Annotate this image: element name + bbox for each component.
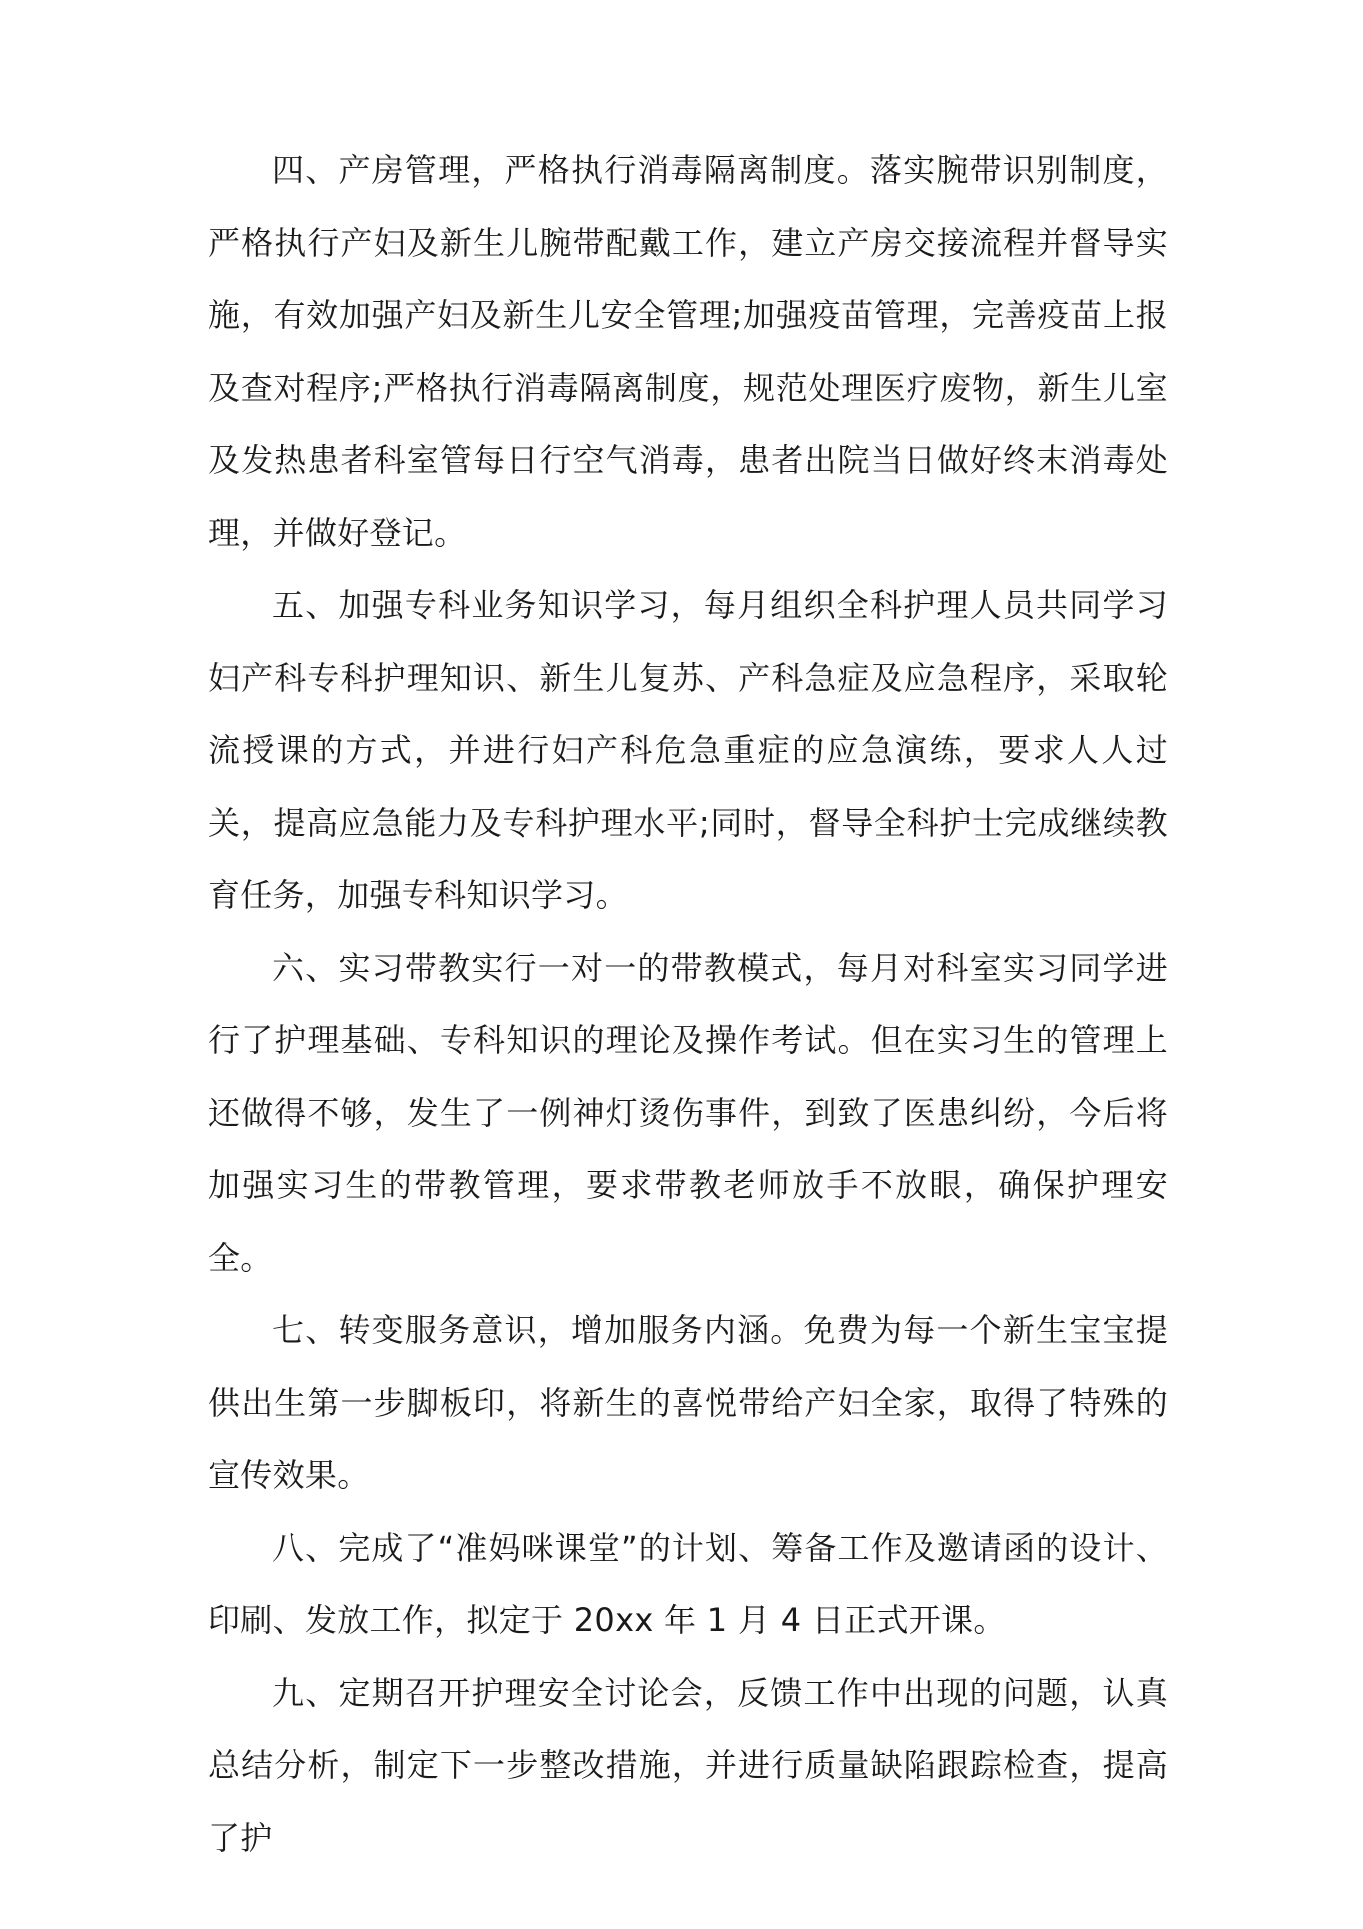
paragraph-4-delivery-room: 四、产房管理，严格执行消毒隔离制度。落实腕带识别制度，严格执行产妇及新生儿腕带配戴工作，建立产房交接流程并督导实施，有效加强产妇及新生儿安全管理;加强疫苗管理，完善疫苗上报及查对程序;严格执行消毒隔离制度，规范处理医疗废物，新生儿室及发热患者科室管每日行空气消毒，患者出院当日做好终末消毒处理，并做好登记。 <box>208 151 1168 552</box>
paragraph-6-internship-teaching: 六、实习带教实行一对一的带教模式，每月对科室实习同学进行了护理基础、专科知识的理论及操作考试。但在实习生的管理上还做得不够，发生了一例神灯烫伤事件，到致了医患纠纷，今后将加强实习生的带教管理，要求带教老师放手不放眼，确保护理安全。 <box>208 948 1168 1277</box>
paragraph-8-mom-class: 八、完成了“准妈咪课堂”的计划、筹备工作及邀请函的设计、印刷、发放工作，拟定于 20xx 年 1 月 4 日正式开课。 <box>208 1528 1168 1639</box>
paragraph-9-safety-meeting: 九、定期召开护理安全讨论会，反馈工作中出现的问题，认真总结分析，制定下一步整改措施，并进行质量缺陷跟踪检查，提高了护 <box>208 1673 1168 1857</box>
document-body <box>208 134 1168 1874</box>
paragraph-7-service-awareness: 七、转变服务意识，增加服务内涵。免费为每一个新生宝宝提供出生第一步脚板印，将新生的喜悦带给产妇全家，取得了特殊的宣传效果。 <box>208 1311 1168 1494</box>
paragraph-5-specialty-learning: 五、加强专科业务知识学习，每月组织全科护理人员共同学习妇产科专科护理知识、新生儿复苏、产科急症及应急程序，采取轮流授课的方式，并进行妇产科危急重症的应急演练，要求人人过关，提高应急能力及专科护理水平;同时，督导全科护士完成继续教育任务，加强专科知识学习。 <box>208 586 1168 914</box>
